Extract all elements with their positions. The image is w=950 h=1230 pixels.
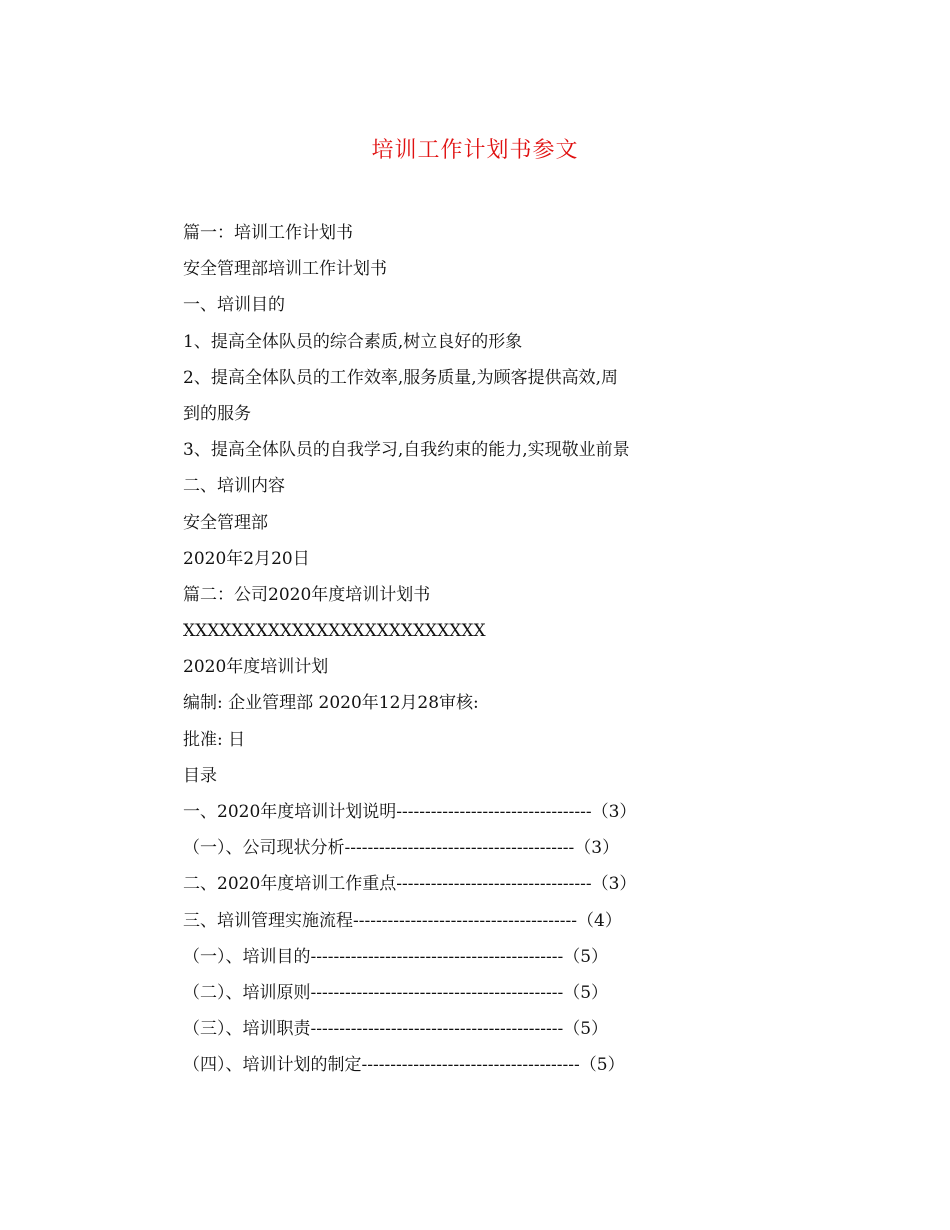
line-purpose-3: 3、提高全体队员的自我学习,自我约束的能力,实现敬业前景 <box>183 440 630 461</box>
line-compiled-by: 编制: 企业管理部 2020年12月28审核: <box>183 693 479 714</box>
line-purpose-heading: 一、培训目的 <box>183 295 285 316</box>
toc-entry: （二）、培训原则--------------------------------------------（5） <box>183 982 609 1003</box>
toc-entry: （四）、培训计划的制定--------------------------------------（5） <box>183 1055 625 1076</box>
line-purpose-2-cont: 到的服务 <box>183 403 251 424</box>
line-plan-title: 安全管理部培训工作计划书 <box>183 259 387 280</box>
line-date: 2020年2月20日 <box>183 548 310 569</box>
line-toc-heading: 目录 <box>183 765 217 786</box>
line-approved-by: 批准: 日 <box>183 729 246 750</box>
line-purpose-1: 1、提高全体队员的综合素质,树立良好的形象 <box>183 331 523 352</box>
line-annual-plan: 2020年度培训计划 <box>183 657 329 678</box>
line-section-one-heading: 篇一：培训工作计划书 <box>183 223 353 243</box>
toc-entry: 三、培训管理实施流程---------------------------------------（4） <box>183 910 622 931</box>
line-section-two-heading: 篇二：公司2020年度培训计划书 <box>183 584 431 605</box>
toc-entry: 一、2020年度培训计划说明----------------------------------（3） <box>183 802 637 822</box>
line-content-heading: 二、培训内容 <box>183 476 285 497</box>
line-placeholder-company: XXXXXXXXXXXXXXXXXXXXXXXXX <box>183 621 486 642</box>
toc-entry: （一）、公司现状分析----------------------------------------（3） <box>183 838 620 859</box>
toc-entry: （一）、培训目的--------------------------------------------（5） <box>183 946 609 967</box>
line-purpose-2: 2、提高全体队员的工作效率,服务质量,为顾客提供高效,周 <box>183 367 619 388</box>
toc-entry: （三）、培训职责--------------------------------------------（5） <box>183 1019 609 1040</box>
document-title: 培训工作计划书参文 <box>371 138 579 163</box>
line-department: 安全管理部 <box>183 512 268 533</box>
document-body <box>183 218 783 1087</box>
toc-entry: 二、2020年度培训工作重点----------------------------------（3） <box>183 874 637 895</box>
